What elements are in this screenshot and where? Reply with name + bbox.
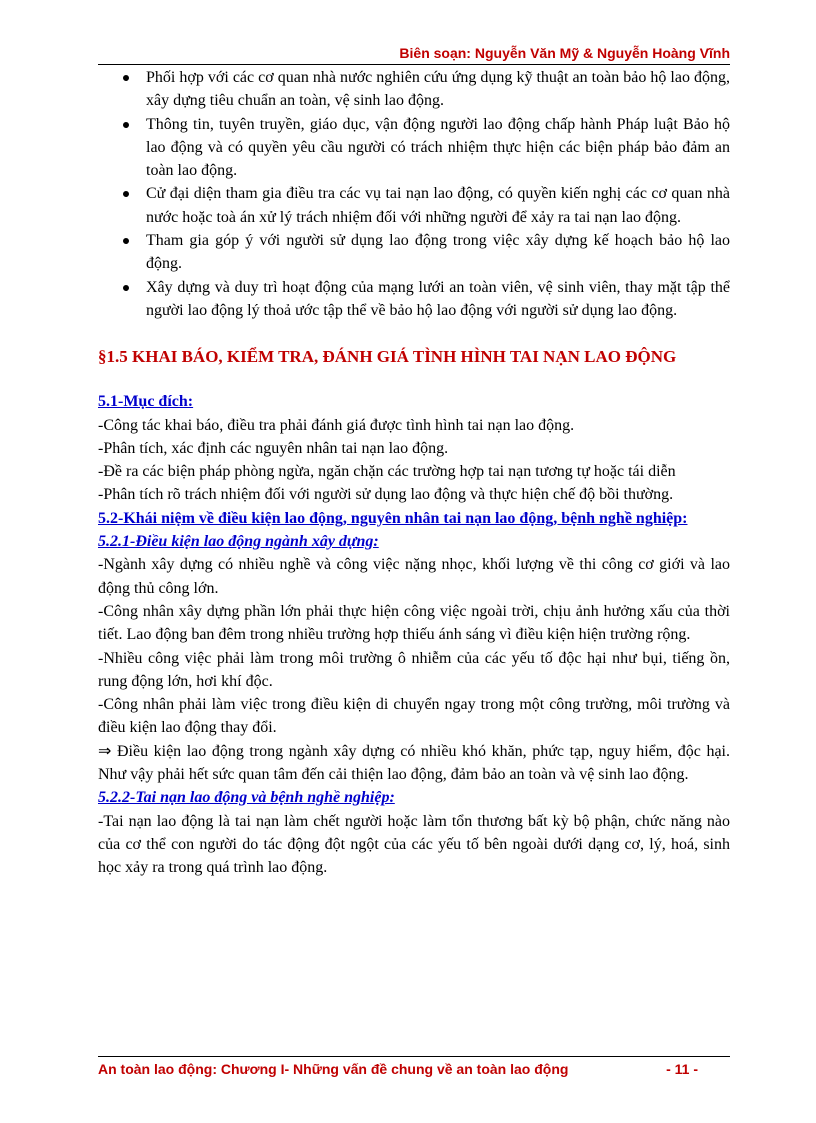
list-item: Tham gia góp ý với người sử dụng lao động trong việc xây dựng kế hoạch bảo hộ lao động.	[98, 229, 730, 276]
paragraph: -Công tác khai báo, điều tra phải đánh giá được tình hình tai nạn lao động.	[98, 416, 575, 434]
bullet-list	[98, 66, 730, 322]
paragraph: -Đề ra các biện pháp phòng ngừa, ngăn chặn các trường hợp tai nạn tương tự hoặc tái diễn	[98, 463, 676, 481]
heading-5-1: 5.1-Mục đích:	[98, 393, 194, 411]
paragraph: -Ngành xây dựng có nhiều nghề và công việc nặng nhọc, khối lượng về thi công cơ giới và lao động thủ công lớn.	[98, 556, 730, 597]
paragraph: -Phân tích rõ trách nhiệm đối với người sử dụng lao động và thực hiện chế độ bồi thường.	[98, 486, 674, 504]
footer-title: An toàn lao động: Chương I- Những vấn đề chung về an toàn lao động	[98, 1061, 569, 1077]
page-number: - 11 -	[666, 1061, 698, 1077]
bullet-dot-icon	[123, 191, 129, 197]
heading-5-2-1: 5.2.1-Điều kiện lao động ngành xây dựng:	[98, 533, 379, 551]
list-item: Cử đại diện tham gia điều tra các vụ tai nạn lao động, có quyền kiến nghị các cơ quan nhà nước hoặc toà án xử lý trách nhiệm đối với những người để xảy ra tai nạn lao động.	[98, 182, 730, 229]
bullet-dot-icon	[123, 122, 129, 128]
list-item: Phối hợp với các cơ quan nhà nước nghiên cứu ứng dụng kỹ thuật an toàn bảo hộ lao động, xây dựng tiêu chuẩn an toàn, vệ sinh lao động.	[98, 66, 730, 113]
paragraph: -Công nhân xây dựng phần lớn phải thực hiện công việc ngoài trời, chịu ảnh hưởng xấu của thời tiết. Lao động ban đêm trong nhiều trường hợp thiếu ánh sáng vì điều kiện hiện trường rộng.	[98, 602, 730, 644]
heading-5-2: 5.2-Khái niệm về điều kiện lao động, nguyên nhân tai nạn lao động, bệnh nghề nghiệp:	[98, 509, 688, 527]
bullet-dot-icon	[123, 285, 129, 291]
bullet-dot-icon	[123, 238, 129, 244]
list-item: Thông tin, tuyên truyền, giáo dục, vận động người lao động chấp hành Pháp luật Bảo hộ lao động và có quyền yêu cầu người có trách nhiệm thực hiện các biện pháp bảo đảm an toàn lao động.	[98, 113, 730, 183]
header-divider	[98, 64, 730, 65]
section-title: §1.5 KHAI BÁO, KIỂM TRA, ĐÁNH GIÁ TÌNH HÌNH TAI NẠN LAO ĐỘNG	[98, 347, 677, 367]
conclusion-paragraph: ⇒ Điều kiện lao động trong ngành xây dựng có nhiều khó khăn, phức tạp, nguy hiểm, độc hại. Như vậy phải hết sức quan tâm đến cải thiện lao động, đảm bảo an toàn và vệ sinh lao động.	[98, 742, 730, 784]
paragraph: -Phân tích, xác định các nguyên nhân tai nạn lao động.	[98, 439, 449, 457]
footer-divider	[98, 1056, 730, 1057]
paragraph: -Nhiều công việc phải làm trong môi trường ô nhiễm của các yếu tố độc hại như bụi, tiếng ồn, rung động lớn, hơi khí độc.	[98, 649, 730, 690]
page-header: Biên soạn: Nguyễn Văn Mỹ & Nguyễn Hoàng Vĩnh	[399, 45, 730, 61]
page-content	[98, 66, 730, 880]
paragraph: -Công nhân phải làm việc trong điều kiện di chuyển ngay trong một công trường, môi trường và điều kiện lao động thay đổi.	[98, 696, 730, 737]
bullet-dot-icon	[123, 75, 129, 81]
paragraph: -Tai nạn lao động là tai nạn làm chết người hoặc làm tổn thương bất kỳ bộ phận, chức năng nào của cơ thể con người do tác động đột ngột của các yếu tố bên ngoài dưới dạng cơ, lý, hoá, sinh học xảy ra trong quá trình lao động.	[98, 812, 730, 877]
page-footer	[98, 1060, 698, 1078]
heading-5-2-2: 5.2.2-Tai nạn lao động và bệnh nghề nghiệp:	[98, 789, 395, 807]
list-item: Xây dựng và duy trì hoạt động của mạng lưới an toàn viên, vệ sinh viên, thay mặt tập thể người lao động lý thoả ước tập thể về bảo hộ lao động với người sử dụng lao động.	[98, 276, 730, 323]
